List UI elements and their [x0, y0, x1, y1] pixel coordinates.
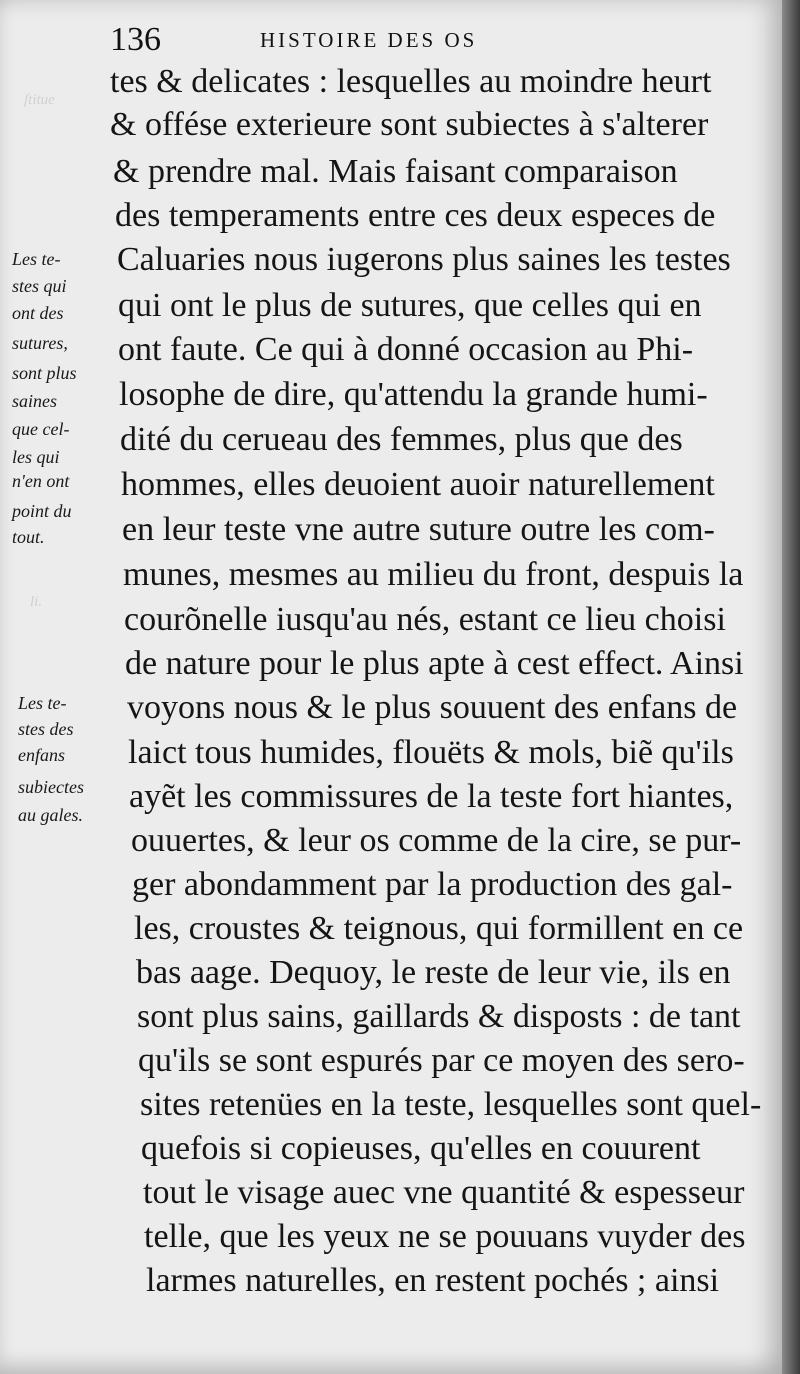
body-line: ger abondamment par la production des gal- [132, 866, 733, 903]
body-line: qui ont le plus de sutures, que celles qui en [118, 287, 702, 324]
page-edge-shadow [782, 0, 800, 1374]
margin-note-enfans [18, 692, 126, 842]
body-line: en leur teste vne autre suture outre les com- [122, 511, 715, 548]
page-header [110, 18, 750, 62]
body-line: tout le visage auec vne quantité & espesseur [143, 1174, 745, 1211]
body-line: sont plus sains, gaillards & disposts : de tant [137, 998, 741, 1035]
body-line: ont faute. Ce qui à donné occasion au Phi- [118, 331, 694, 368]
margin-note-line: au gales. [18, 805, 83, 825]
body-line: sites retenües en la teste, lesquelles sont quel- [140, 1086, 762, 1123]
body-line: dité du cerueau des femmes, plus que des [120, 421, 683, 458]
margin-note-line: stes des [18, 719, 74, 739]
body-line: munes, mesmes au milieu du front, despuis la [123, 556, 744, 593]
margin-note-line: tout. [12, 527, 45, 547]
margin-note-line: que cel- [12, 419, 70, 439]
body-line: bas aage. Dequoy, le reste de leur vie, ils en [136, 954, 731, 991]
bleed-through-mark: li. [30, 594, 43, 610]
margin-note-line: sutures, [12, 333, 68, 353]
body-line: des temperaments entre ces deux especes de [115, 197, 716, 234]
body-line: tes & delicates : lesquelles au moindre heurt [110, 63, 712, 100]
body-line: courõnelle iusqu'au nés, estant ce lieu choisi [124, 601, 726, 638]
margin-note-line: n'en ont [12, 471, 70, 491]
body-line: laict tous humides, flouëts & mols, biẽ qu'ils [128, 734, 734, 771]
body-line: hommes, elles deuoient auoir naturellement [121, 466, 715, 503]
body-line: de nature pour le plus apte à cest effect. Ainsi [125, 645, 744, 682]
margin-note-line: subiectes [18, 777, 84, 797]
margin-note-line: point du [12, 501, 72, 521]
margin-note-sutures [12, 248, 120, 547]
bleed-through-mark: ſtitue [24, 92, 55, 108]
margin-note-line: Les te- [12, 249, 61, 269]
margin-note-line: enfans [18, 745, 65, 765]
body-line: qu'ils se sont espurés par ce moyen des sero- [138, 1042, 745, 1079]
body-line: & offése exterieure sont subiectes à s'alterer [110, 106, 709, 143]
margin-note-line: sont plus [12, 363, 77, 383]
body-line: & prendre mal. Mais faisant comparaison [113, 153, 678, 190]
running-head: HISTOIRE DES OS [260, 28, 478, 52]
body-line: quefois si copieuses, qu'elles en couurent [141, 1130, 701, 1167]
body-line: les, croustes & teignous, qui formillent en ce [134, 910, 744, 947]
margin-note-line: ont des [12, 303, 64, 323]
body-line: losophe de dire, qu'attendu la grande humi- [119, 376, 708, 413]
margin-note-line: saines [12, 391, 57, 411]
margin-note-line: les qui [12, 447, 60, 467]
body-line: voyons nous & le plus souuent des enfans de [127, 689, 738, 726]
body-line: ouuertes, & leur os comme de la cire, se pur- [131, 822, 742, 859]
margin-note-line: Les te- [18, 693, 67, 713]
body-line: ayẽt les commissures de la teste fort hiantes, [129, 778, 734, 815]
margin-note-line: stes qui [12, 276, 67, 296]
page-number: 136 [110, 21, 161, 58]
body-line: Caluaries nous iugerons plus saines les testes [117, 241, 731, 278]
body-line: larmes naturelles, en restent pochés ; ainsi [146, 1262, 720, 1299]
body-line: telle, que les yeux ne se pouuans vuyder des [144, 1218, 746, 1255]
